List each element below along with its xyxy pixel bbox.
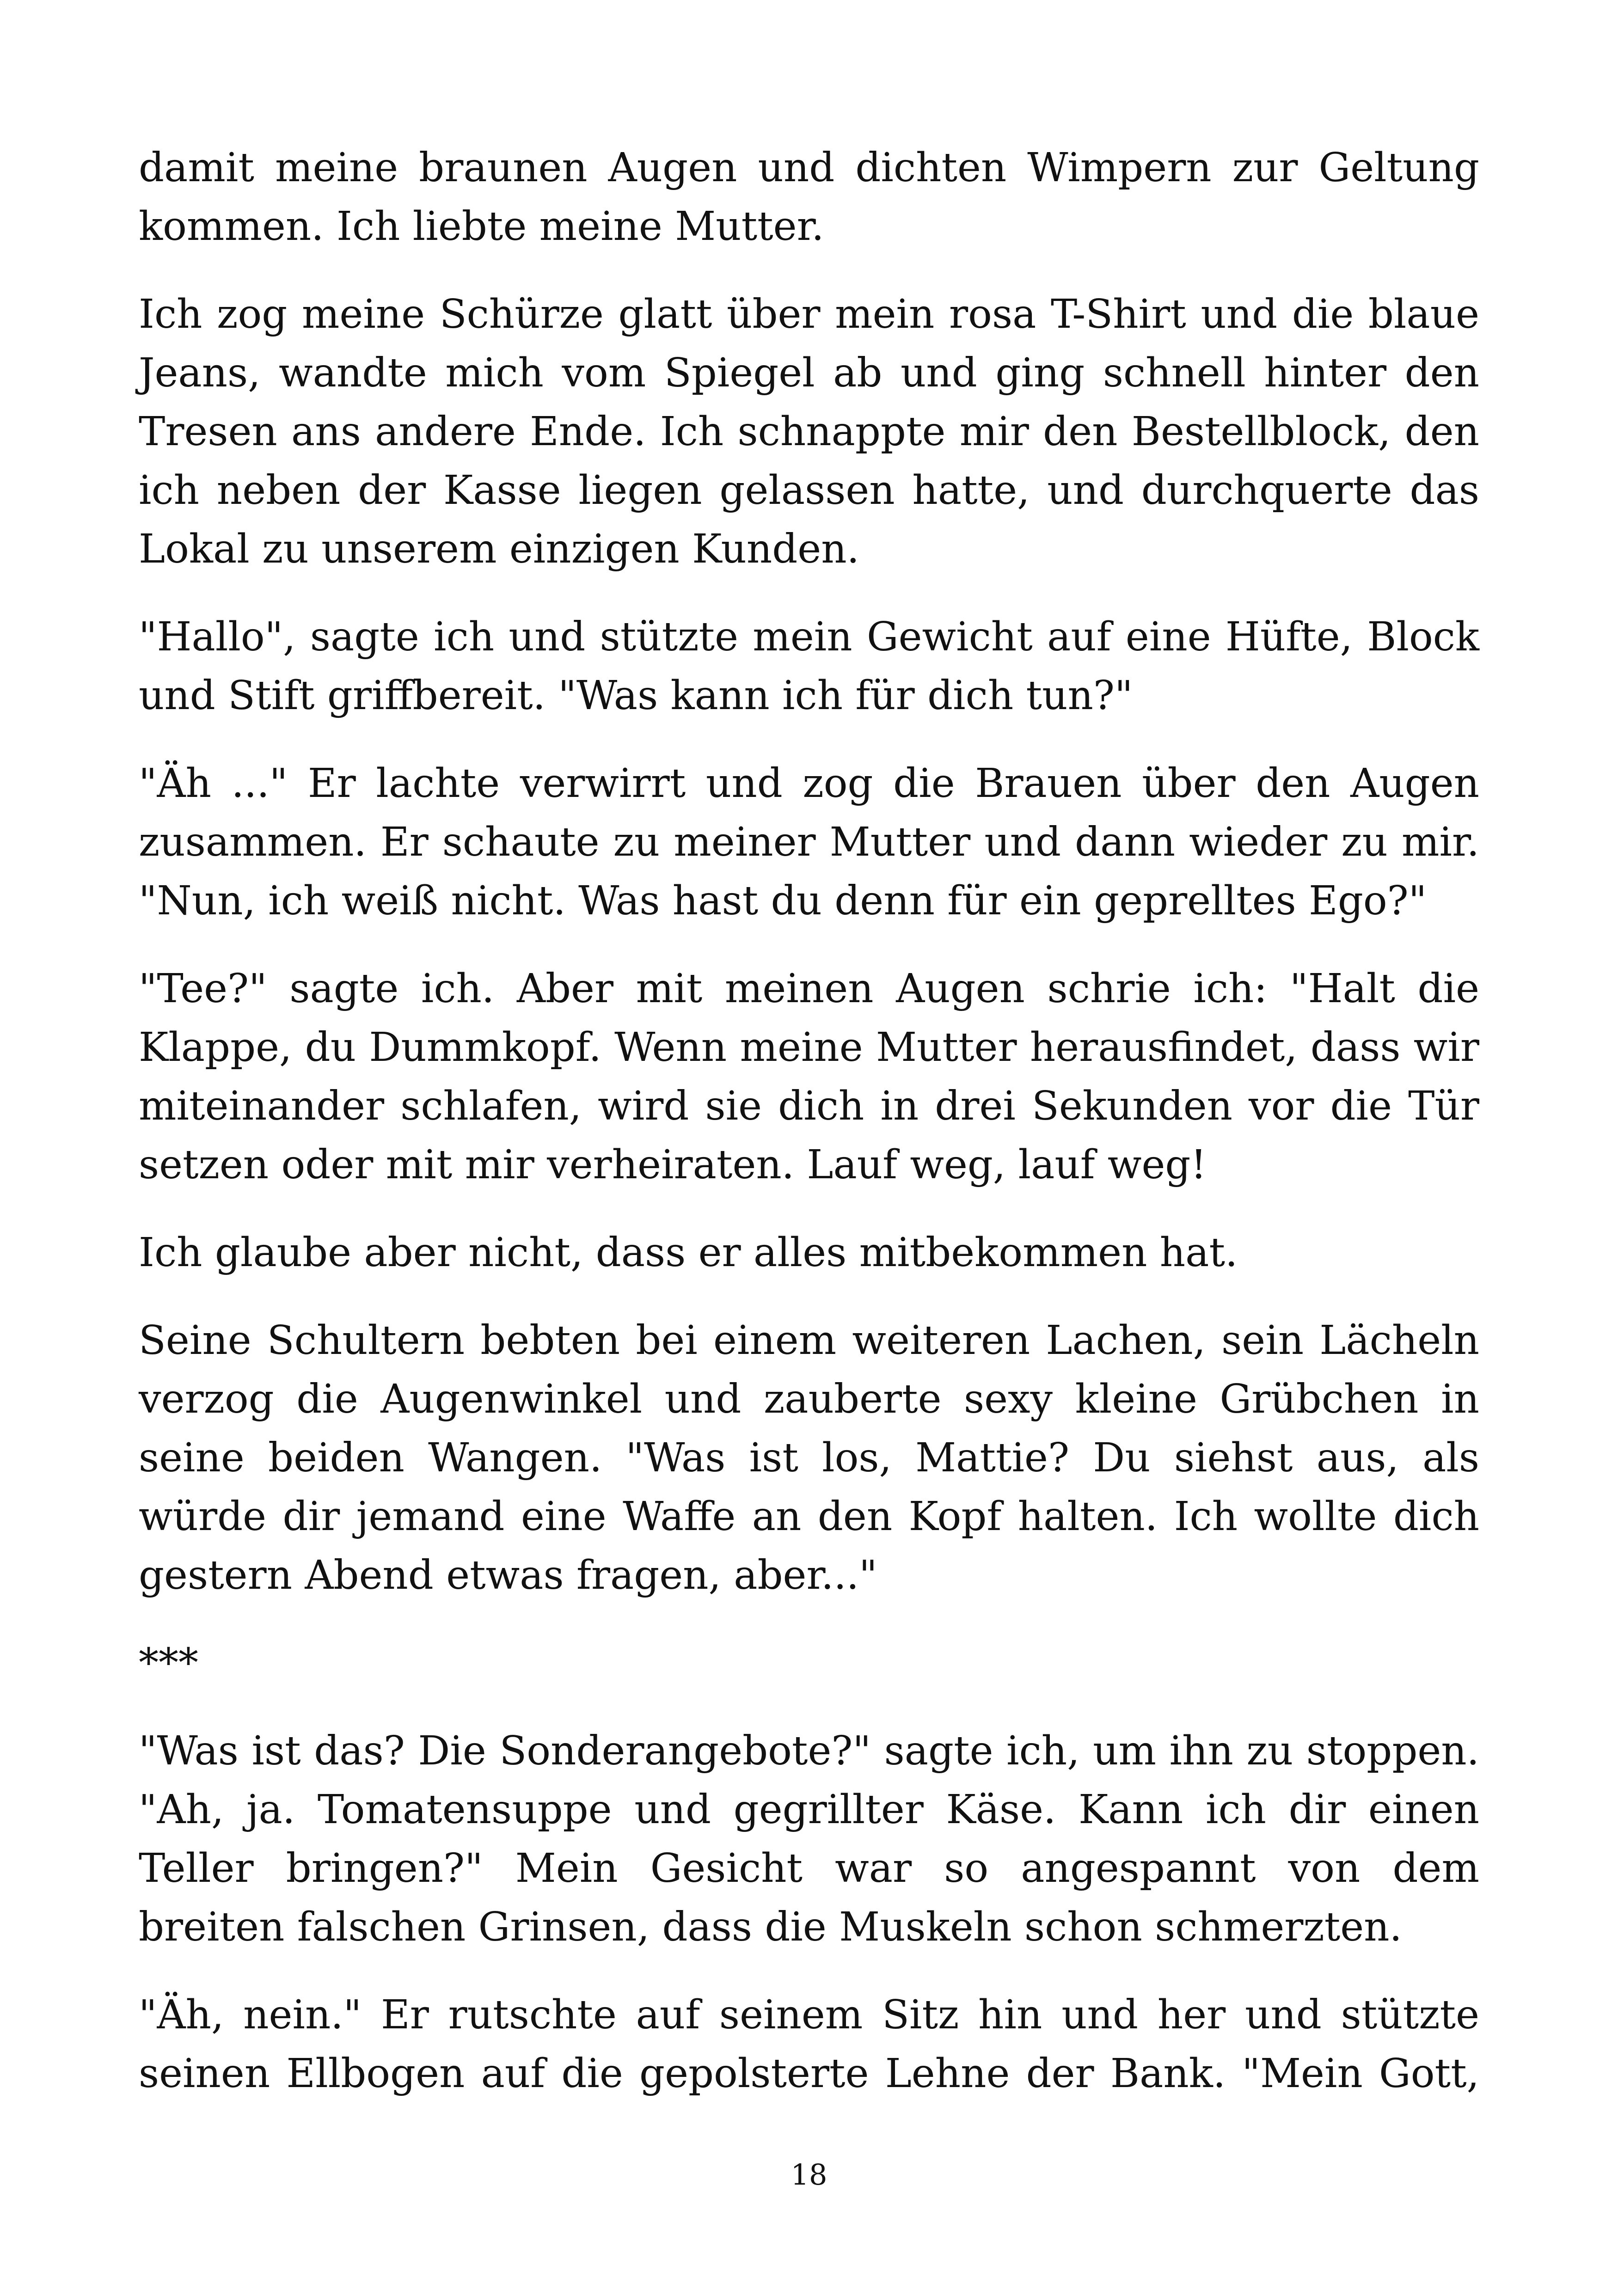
paragraph-6: Ich glaube aber nicht, dass er alles mitbekommen hat. bbox=[139, 1230, 1238, 1276]
scene-break: *** bbox=[139, 1640, 198, 1686]
paragraph-1: damit meine braunen Augen und dichten Wimpern zur Geltung kommen. Ich liebte meine Mutter. bbox=[139, 145, 1479, 250]
body-text bbox=[139, 139, 1479, 2132]
page-number: 18 bbox=[791, 2158, 827, 2192]
paragraph-9: "Äh, nein." Er rutschte auf seinem Sitz hin und her und stützte seinen Ellbogen auf die gepolsterte Lehne der Bank. "Mein Gott, bbox=[139, 1992, 1479, 2097]
paragraph-7: Seine Schultern bebten bei einem weiteren Lachen, sein Lächeln verzog die Augenwinkel und zauberte sexy kleine Grübchen in seine beiden Wangen. "Was ist los, Mattie? Du siehst aus, als würde dir jemand eine Waffe an den Kopf halten. Ich wollte dich gestern Abend etwas fragen, aber..." bbox=[139, 1317, 1479, 1598]
paragraph-3: "Hallo", sagte ich und stützte mein Gewicht auf eine Hüfte, Block und Stift griffbereit. "Was kann ich für dich tun?" bbox=[139, 614, 1479, 719]
paragraph-5: "Tee?" sagte ich. Aber mit meinen Augen schrie ich: "Halt die Klappe, du Dummkopf. Wenn meine Mutter herausfindet, dass wir miteinander schlafen, wird sie dich in drei Sekunden vor die Tür setzen oder mit mir verheiraten. Lauf weg, lauf weg! bbox=[139, 966, 1479, 1188]
paragraph-8: "Was ist das? Die Sonderangebote?" sagte ich, um ihn zu stoppen. "Ah, ja. Tomatensuppe und gegrillter Käse. Kann ich dir einen Teller bringen?" Mein Gesicht war so angespannt von dem breiten falschen Grinsen, dass die Muskeln schon schmerzten. bbox=[139, 1728, 1479, 1950]
paragraph-2: Ich zog meine Schürze glatt über mein rosa T-Shirt und die blaue Jeans, wandte mich vom Spiegel ab und ging schnell hinter den Tresen ans andere Ende. Ich schnappte mir den Bestellblock, den ich neben der Kasse liegen gelassen hatte, und durchquerte das Lokal zu unserem einzigen Kunden. bbox=[139, 291, 1479, 572]
paragraph-4: "Äh ..." Er lachte verwirrt und zog die Brauen über den Augen zusammen. Er schaute zu meiner Mutter und dann wieder zu mir. "Nun, ich weiß nicht. Was hast du denn für ein geprelltes Ego?" bbox=[139, 760, 1479, 924]
